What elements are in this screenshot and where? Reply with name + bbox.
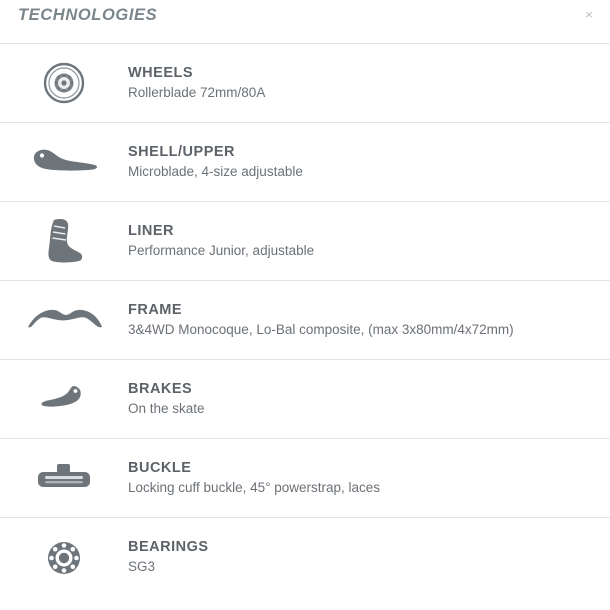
- list-item-text: [128, 381, 610, 418]
- list-item-desc: 3&4WD Monocoque, Lo-Bal composite, (max 3x80mm/4x72mm): [128, 321, 514, 337]
- list-item-desc: On the skate: [128, 400, 205, 416]
- list-item: [0, 123, 610, 202]
- list-item-title: BEARINGS: [128, 539, 209, 556]
- list-item-desc: Performance Junior, adjustable: [128, 242, 315, 258]
- list-item-title: WHEELS: [128, 64, 194, 81]
- page-title: TECHNOLOGIES: [18, 5, 158, 24]
- list-item-title: SHELL/UPPER: [128, 143, 236, 160]
- list-item-text: [128, 460, 610, 497]
- shell-upper-icon: [0, 123, 128, 202]
- list-item: [0, 202, 610, 281]
- list-item: [0, 518, 610, 597]
- wheel-icon: [0, 44, 128, 123]
- list-item-desc: SG3: [128, 559, 156, 575]
- list-item-desc: Rollerblade 72mm/80A: [128, 84, 266, 100]
- list-item-text: [128, 539, 610, 576]
- bearing-icon: [0, 518, 128, 597]
- list-item-title: FRAME: [128, 301, 183, 318]
- list-item-title: BUCKLE: [128, 459, 192, 476]
- list-item-title: LINER: [128, 222, 174, 239]
- list-item: [0, 360, 610, 439]
- list-item-desc: Microblade, 4-size adjustable: [128, 163, 303, 179]
- list-item-title: BRAKES: [128, 380, 193, 397]
- brake-icon: [0, 360, 128, 439]
- list-item-desc: Locking cuff buckle, 45° powerstrap, laces: [128, 479, 381, 495]
- list-item-text: [128, 144, 610, 181]
- list-item-text: [128, 302, 610, 339]
- close-icon[interactable]: ×: [585, 6, 593, 22]
- liner-icon: [0, 202, 128, 281]
- frame-icon: [0, 281, 128, 360]
- list-item-text: [128, 223, 610, 260]
- buckle-icon: [0, 439, 128, 518]
- list-item: [0, 439, 610, 518]
- panel-header: [0, 0, 610, 30]
- technologies-list: [0, 43, 610, 597]
- list-item-text: [128, 65, 610, 102]
- list-item: [0, 44, 610, 123]
- list-item: [0, 281, 610, 360]
